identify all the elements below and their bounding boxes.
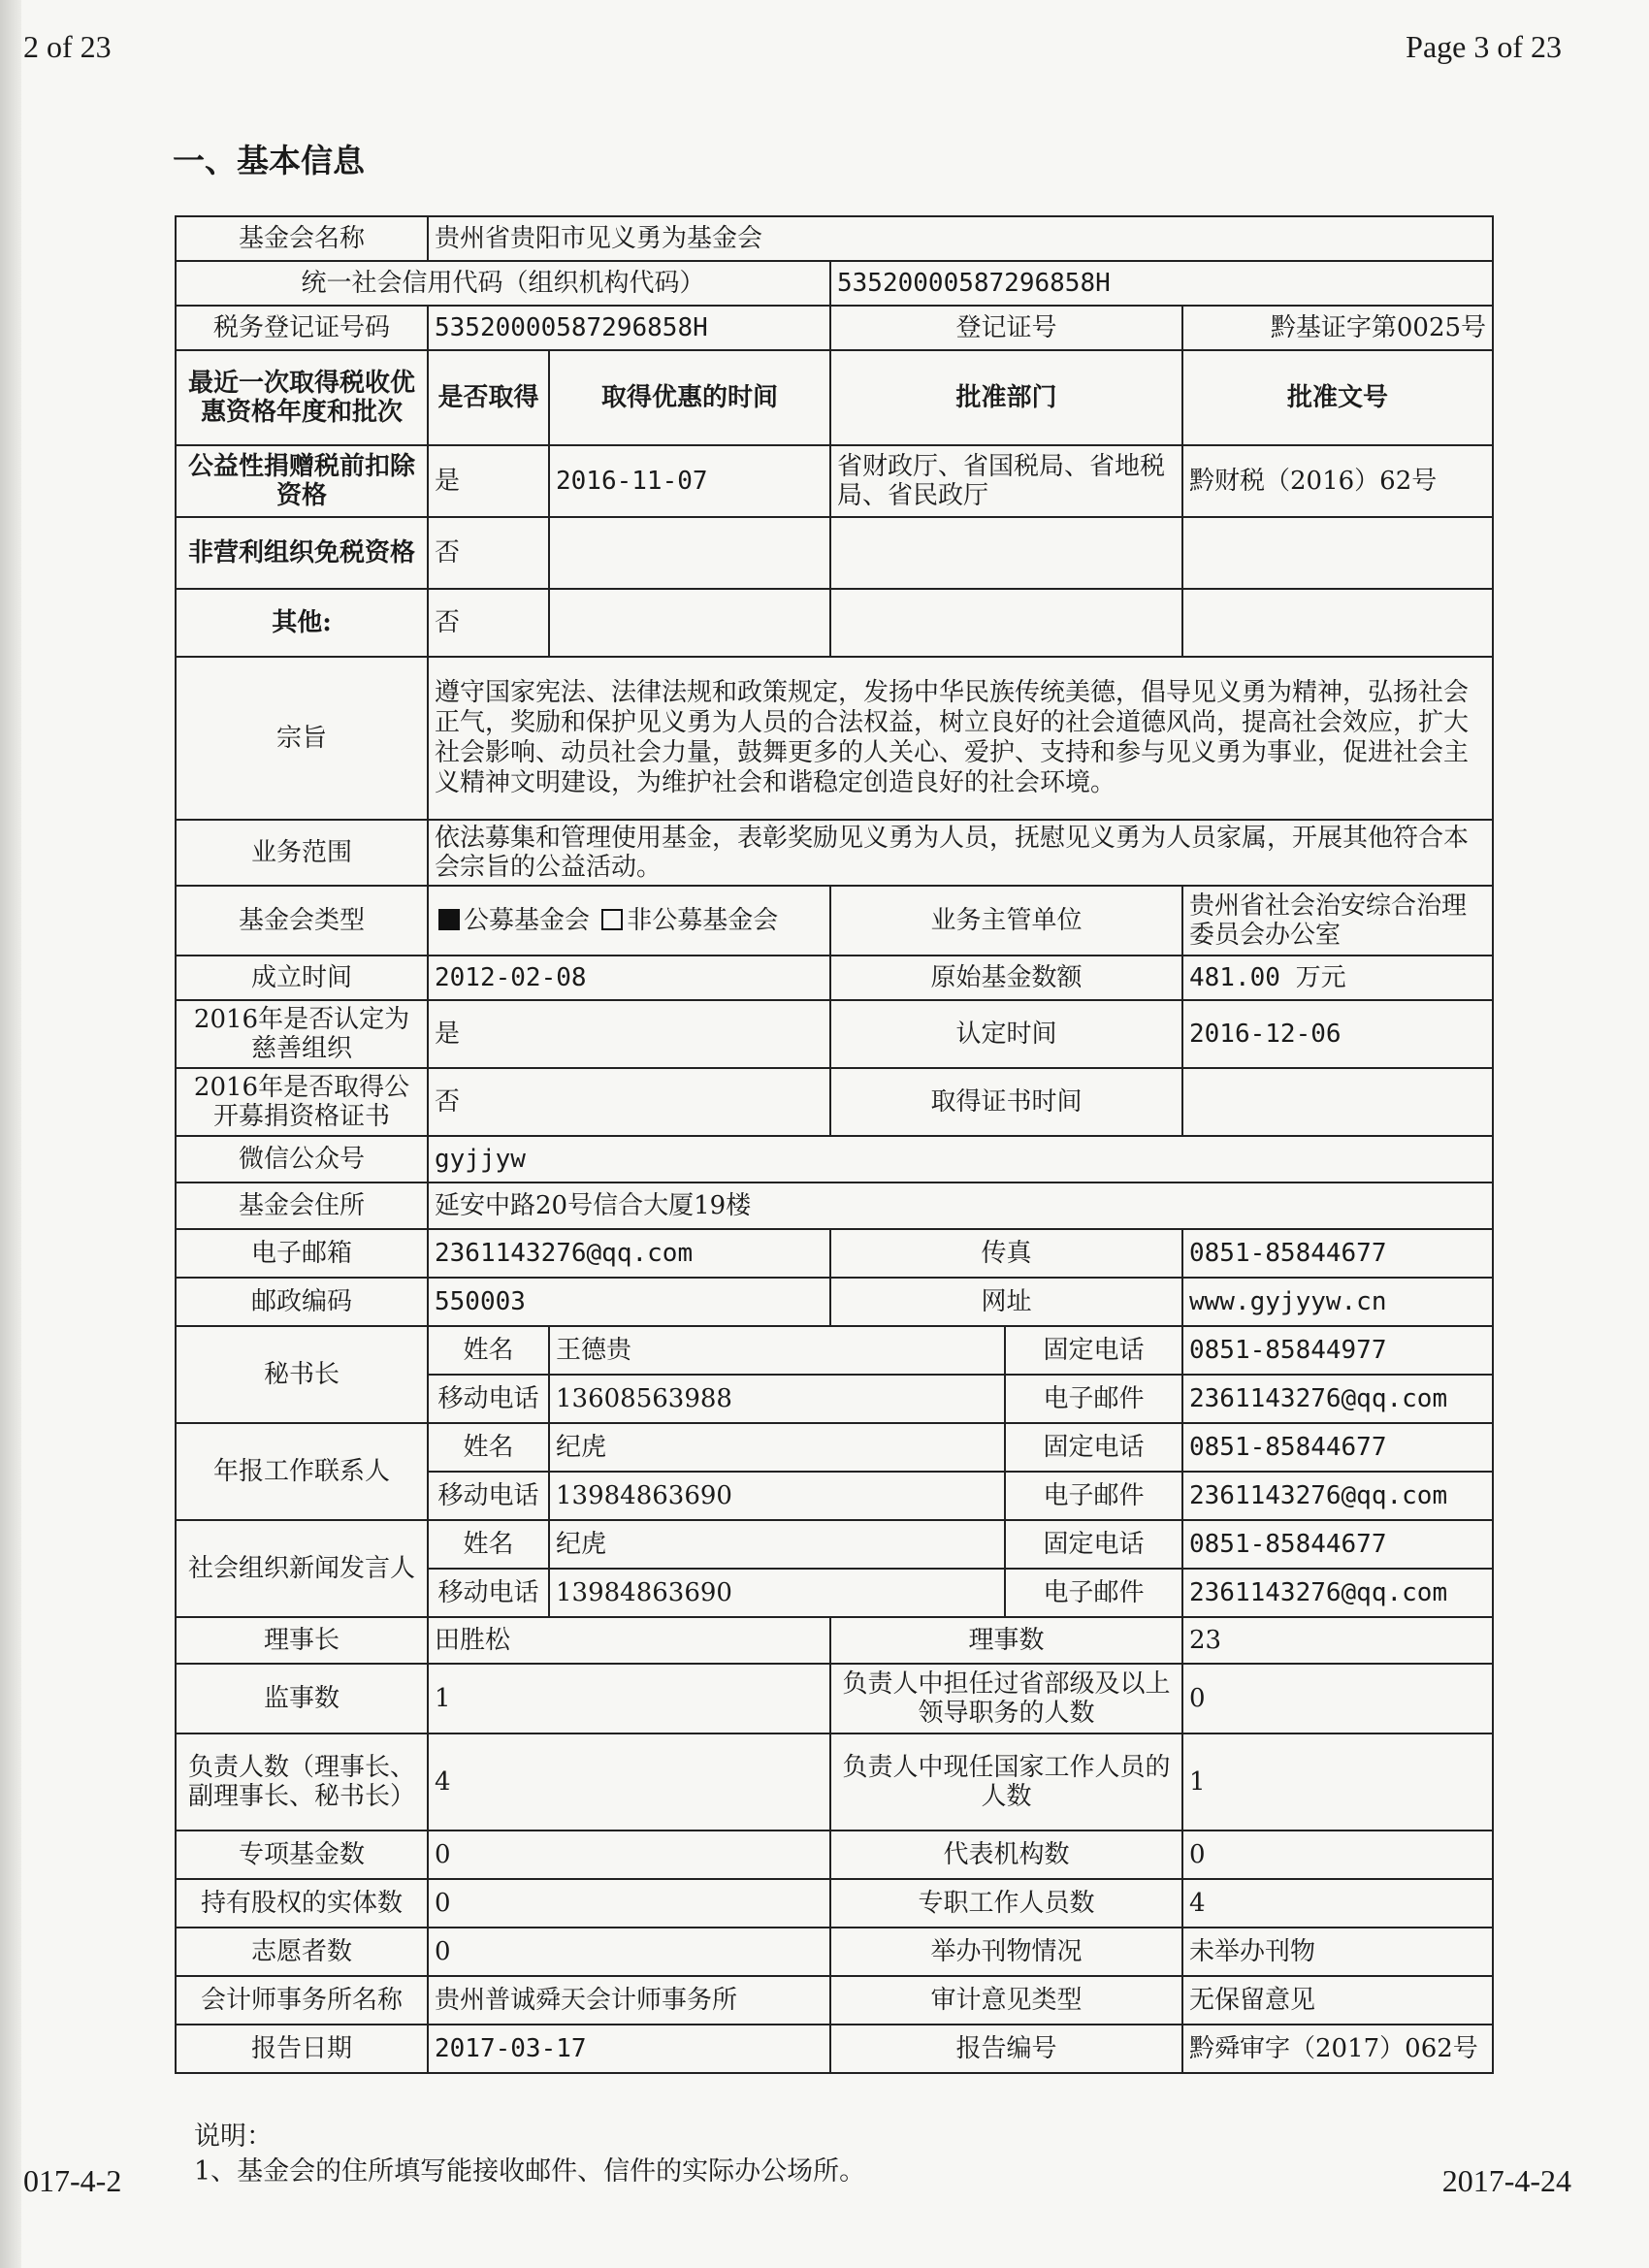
contact-mobile-label: 移动电话 — [428, 1375, 549, 1423]
stat-value: 4 — [428, 1733, 830, 1831]
stat-label: 持有股权的实体数 — [176, 1879, 428, 1928]
label-founded: 成立时间 — [176, 956, 428, 1000]
stat-label: 专职工作人员数 — [830, 1879, 1182, 1928]
stat-label: 专项基金数 — [176, 1831, 428, 1879]
stat-value: 4 — [1182, 1879, 1493, 1928]
value-register: 黔基证字第0025号 — [1182, 306, 1493, 350]
contact-name: 王德贵 — [549, 1326, 1005, 1375]
value-scope: 依法募集和管理使用基金，表彰奖励见义勇为人员，抚慰见义勇为人员家属，开展其他符合本会宗旨的公益活动。 — [428, 820, 1493, 886]
label-fax: 传真 — [830, 1229, 1182, 1278]
stat-value: 0 — [1182, 1831, 1493, 1879]
stat-value: 0 — [428, 1928, 830, 1976]
contact-mobile: 13984863690 — [549, 1569, 1005, 1617]
contact-name: 纪虎 — [549, 1520, 1005, 1569]
row-address — [176, 1183, 1493, 1229]
contact-phone: 0851-85844977 — [1182, 1326, 1493, 1375]
contact-email-label: 电子邮件 — [1005, 1569, 1182, 1617]
row-wechat — [176, 1136, 1493, 1183]
stat-value: 未举办刊物 — [1182, 1928, 1493, 1976]
stat-label: 负责人中担任过省部级及以上领导职务的人数 — [830, 1664, 1182, 1733]
label-charity: 2016年是否认定为慈善组织 — [176, 1000, 428, 1068]
stat-label: 负责人中现任国家工作人员的人数 — [830, 1733, 1182, 1831]
value-purpose: 遵守国家宪法、法律法规和政策规定，发扬中华民族传统美德，倡导见义勇为精神，弘扬社会正气，奖励和保护见义勇为人员的合法权益，树立良好的社会道德风尚，提高社会效应，扩大社会影响、动员社会力量，鼓舞更多的人关心、爱护、支持和参与见义勇为事业，促进社会主义精神文明建设，为维护社会和谐稳定创造良好的社会环境。 — [428, 657, 1493, 820]
contact-email: 2361143276@qq.com — [1182, 1569, 1493, 1617]
label-address: 基金会住所 — [176, 1183, 428, 1229]
contact-role: 社会组织新闻发言人 — [176, 1520, 428, 1617]
label-email: 电子邮箱 — [176, 1229, 428, 1278]
stat-row — [176, 1617, 1493, 1664]
contact-mobile-label: 移动电话 — [428, 1569, 549, 1617]
row-pref-header — [176, 350, 1493, 445]
scan-edge — [0, 0, 21, 2268]
row-scope — [176, 820, 1493, 886]
stat-label: 报告日期 — [176, 2025, 428, 2073]
checkbox-public-icon — [438, 909, 460, 930]
row-postal — [176, 1278, 1493, 1326]
notes — [194, 2120, 865, 2189]
row-donation — [176, 445, 1493, 517]
contact-name-label: 姓名 — [428, 1520, 549, 1569]
value-charity-time: 2016-12-06 — [1182, 1000, 1493, 1068]
label-scope: 业务范围 — [176, 820, 428, 886]
label-register: 登记证号 — [830, 306, 1182, 350]
value-wechat: gyjjyw — [428, 1136, 1493, 1183]
value-donation-doc: 黔财税（2016）62号 — [1182, 445, 1493, 517]
label-type: 基金会类型 — [176, 886, 428, 956]
label-tax: 税务登记证号码 — [176, 306, 428, 350]
stat-label: 会计师事务所名称 — [176, 1976, 428, 2025]
stat-value: 23 — [1182, 1617, 1493, 1664]
row-type — [176, 886, 1493, 956]
value-email: 2361143276@qq.com — [428, 1229, 830, 1278]
stat-label: 负责人数（理事长、副理事长、秘书长） — [176, 1733, 428, 1831]
value-nonprofit-obtained: 否 — [428, 517, 549, 589]
stat-value: 0 — [1182, 1664, 1493, 1733]
label-purpose: 宗旨 — [176, 657, 428, 820]
stat-value: 1 — [1182, 1733, 1493, 1831]
value-address: 延安中路20号信合大厦19楼 — [428, 1183, 1493, 1229]
value-fundraise: 否 — [428, 1068, 830, 1136]
notes-title: 说明： — [194, 2122, 273, 2152]
value-donation-time: 2016-11-07 — [549, 445, 830, 517]
label-postal: 邮政编码 — [176, 1278, 428, 1326]
value-website: www.gyjyyw.cn — [1182, 1278, 1493, 1326]
contact-phone: 0851-85844677 — [1182, 1423, 1493, 1472]
contact-email: 2361143276@qq.com — [1182, 1472, 1493, 1520]
value-postal: 550003 — [428, 1278, 830, 1326]
stat-row — [176, 1976, 1493, 2025]
stat-label: 报告编号 — [830, 2025, 1182, 2073]
header-obtained: 是否取得 — [428, 350, 549, 445]
contact-name-label: 姓名 — [428, 1326, 549, 1375]
row-other — [176, 589, 1493, 657]
contact-name-label: 姓名 — [428, 1423, 549, 1472]
label-wechat: 微信公众号 — [176, 1136, 428, 1183]
value-name: 贵州省贵阳市见义勇为基金会 — [428, 216, 1493, 261]
value-tax: 53520000587296858H — [428, 306, 830, 350]
header-doc: 批准文号 — [1182, 350, 1493, 445]
page-number-right: Page 3 of 23 — [1406, 29, 1562, 64]
label-other: 其他: — [176, 589, 428, 657]
page-number-left: 2 of 23 — [23, 29, 112, 64]
contact-phone-label: 固定电话 — [1005, 1326, 1182, 1375]
label-cert-time: 取得证书时间 — [830, 1068, 1182, 1136]
stat-row — [176, 2025, 1493, 2073]
stat-value: 无保留意见 — [1182, 1976, 1493, 2025]
row-name — [176, 216, 1493, 261]
row-tax — [176, 306, 1493, 350]
notes-item: 1、基金会的住所填写能接收邮件、信件的实际办公场所。 — [194, 2156, 866, 2187]
stat-row — [176, 1879, 1493, 1928]
label-charity-time: 认定时间 — [830, 1000, 1182, 1068]
stat-label: 监事数 — [176, 1664, 428, 1733]
contact-name: 纪虎 — [549, 1423, 1005, 1472]
header-dept: 批准部门 — [830, 350, 1182, 445]
stat-label: 审计意见类型 — [830, 1976, 1182, 2025]
value-founded: 2012-02-08 — [428, 956, 830, 1000]
stat-row — [176, 1733, 1493, 1831]
row-purpose — [176, 657, 1493, 820]
value-donation-obtained: 是 — [428, 445, 549, 517]
option-public: 公募基金会 — [464, 906, 591, 935]
value-other-obtained: 否 — [428, 589, 549, 657]
label-website: 网址 — [830, 1278, 1182, 1326]
basic-info-table — [175, 215, 1494, 2074]
stat-value: 贵州普诚舜天会计师事务所 — [428, 1976, 830, 2025]
value-cert-time — [1182, 1068, 1493, 1136]
label-fund: 原始基金数额 — [830, 956, 1182, 1000]
value-charity: 是 — [428, 1000, 830, 1068]
row-nonprofit — [176, 517, 1493, 589]
contact-phone: 0851-85844677 — [1182, 1520, 1493, 1569]
row-founded — [176, 956, 1493, 1000]
footer-date-right: 2017-4-24 — [1441, 2163, 1571, 2198]
contact-row — [176, 1423, 1493, 1472]
contact-email-label: 电子邮件 — [1005, 1375, 1182, 1423]
label-credit: 统一社会信用代码（组织机构代码） — [176, 261, 830, 306]
section-title: 一、基本信息 — [173, 142, 365, 179]
stat-label: 理事数 — [830, 1617, 1182, 1664]
stat-value: 2017-03-17 — [428, 2025, 830, 2073]
contact-mobile-label: 移动电话 — [428, 1472, 549, 1520]
stat-label: 举办刊物情况 — [830, 1928, 1182, 1976]
label-supervisor: 业务主管单位 — [830, 886, 1182, 956]
contact-email-label: 电子邮件 — [1005, 1472, 1182, 1520]
label-nonprofit: 非营利组织免税资格 — [176, 517, 428, 589]
stat-value: 1 — [428, 1664, 830, 1733]
contact-phone-label: 固定电话 — [1005, 1520, 1182, 1569]
stat-label: 代表机构数 — [830, 1831, 1182, 1879]
value-type — [428, 886, 830, 956]
contact-phone-label: 固定电话 — [1005, 1423, 1182, 1472]
stat-value: 黔舜审字（2017）062号 — [1182, 2025, 1493, 2073]
contact-mobile: 13984863690 — [549, 1472, 1005, 1520]
label-fundraise: 2016年是否取得公开募捐资格证书 — [176, 1068, 428, 1136]
row-credit — [176, 261, 1493, 306]
label-donation: 公益性捐赠税前扣除资格 — [176, 445, 428, 517]
contact-role: 年报工作联系人 — [176, 1423, 428, 1520]
option-nonpublic: 非公募基金会 — [627, 906, 779, 935]
contact-mobile: 13608563988 — [549, 1375, 1005, 1423]
value-fax: 0851-85844677 — [1182, 1229, 1493, 1278]
contact-row — [176, 1520, 1493, 1569]
stat-row — [176, 1831, 1493, 1879]
stat-value: 0 — [428, 1879, 830, 1928]
contact-email: 2361143276@qq.com — [1182, 1375, 1493, 1423]
value-supervisor: 贵州省社会治安综合治理委员会办公室 — [1182, 886, 1493, 956]
stat-label: 志愿者数 — [176, 1928, 428, 1976]
stat-value: 0 — [428, 1831, 830, 1879]
contact-role: 秘书长 — [176, 1326, 428, 1423]
stat-label: 理事长 — [176, 1617, 428, 1664]
contact-row — [176, 1326, 1493, 1375]
label-pref: 最近一次取得税收优惠资格年度和批次 — [176, 350, 428, 445]
value-donation-dept: 省财政厅、省国税局、省地税局、省民政厅 — [830, 445, 1182, 517]
stat-value: 田胜松 — [428, 1617, 830, 1664]
row-charity — [176, 1000, 1493, 1068]
header-time: 取得优惠的时间 — [549, 350, 830, 445]
value-fund: 481.00 万元 — [1182, 956, 1493, 1000]
stat-row — [176, 1928, 1493, 1976]
label-name: 基金会名称 — [176, 216, 428, 261]
value-credit: 53520000587296858H — [830, 261, 1493, 306]
row-email — [176, 1229, 1493, 1278]
row-fundraise — [176, 1068, 1493, 1136]
stat-row — [176, 1664, 1493, 1733]
footer-date-left: 017-4-2 — [23, 2163, 122, 2198]
checkbox-nonpublic-icon — [601, 909, 623, 930]
